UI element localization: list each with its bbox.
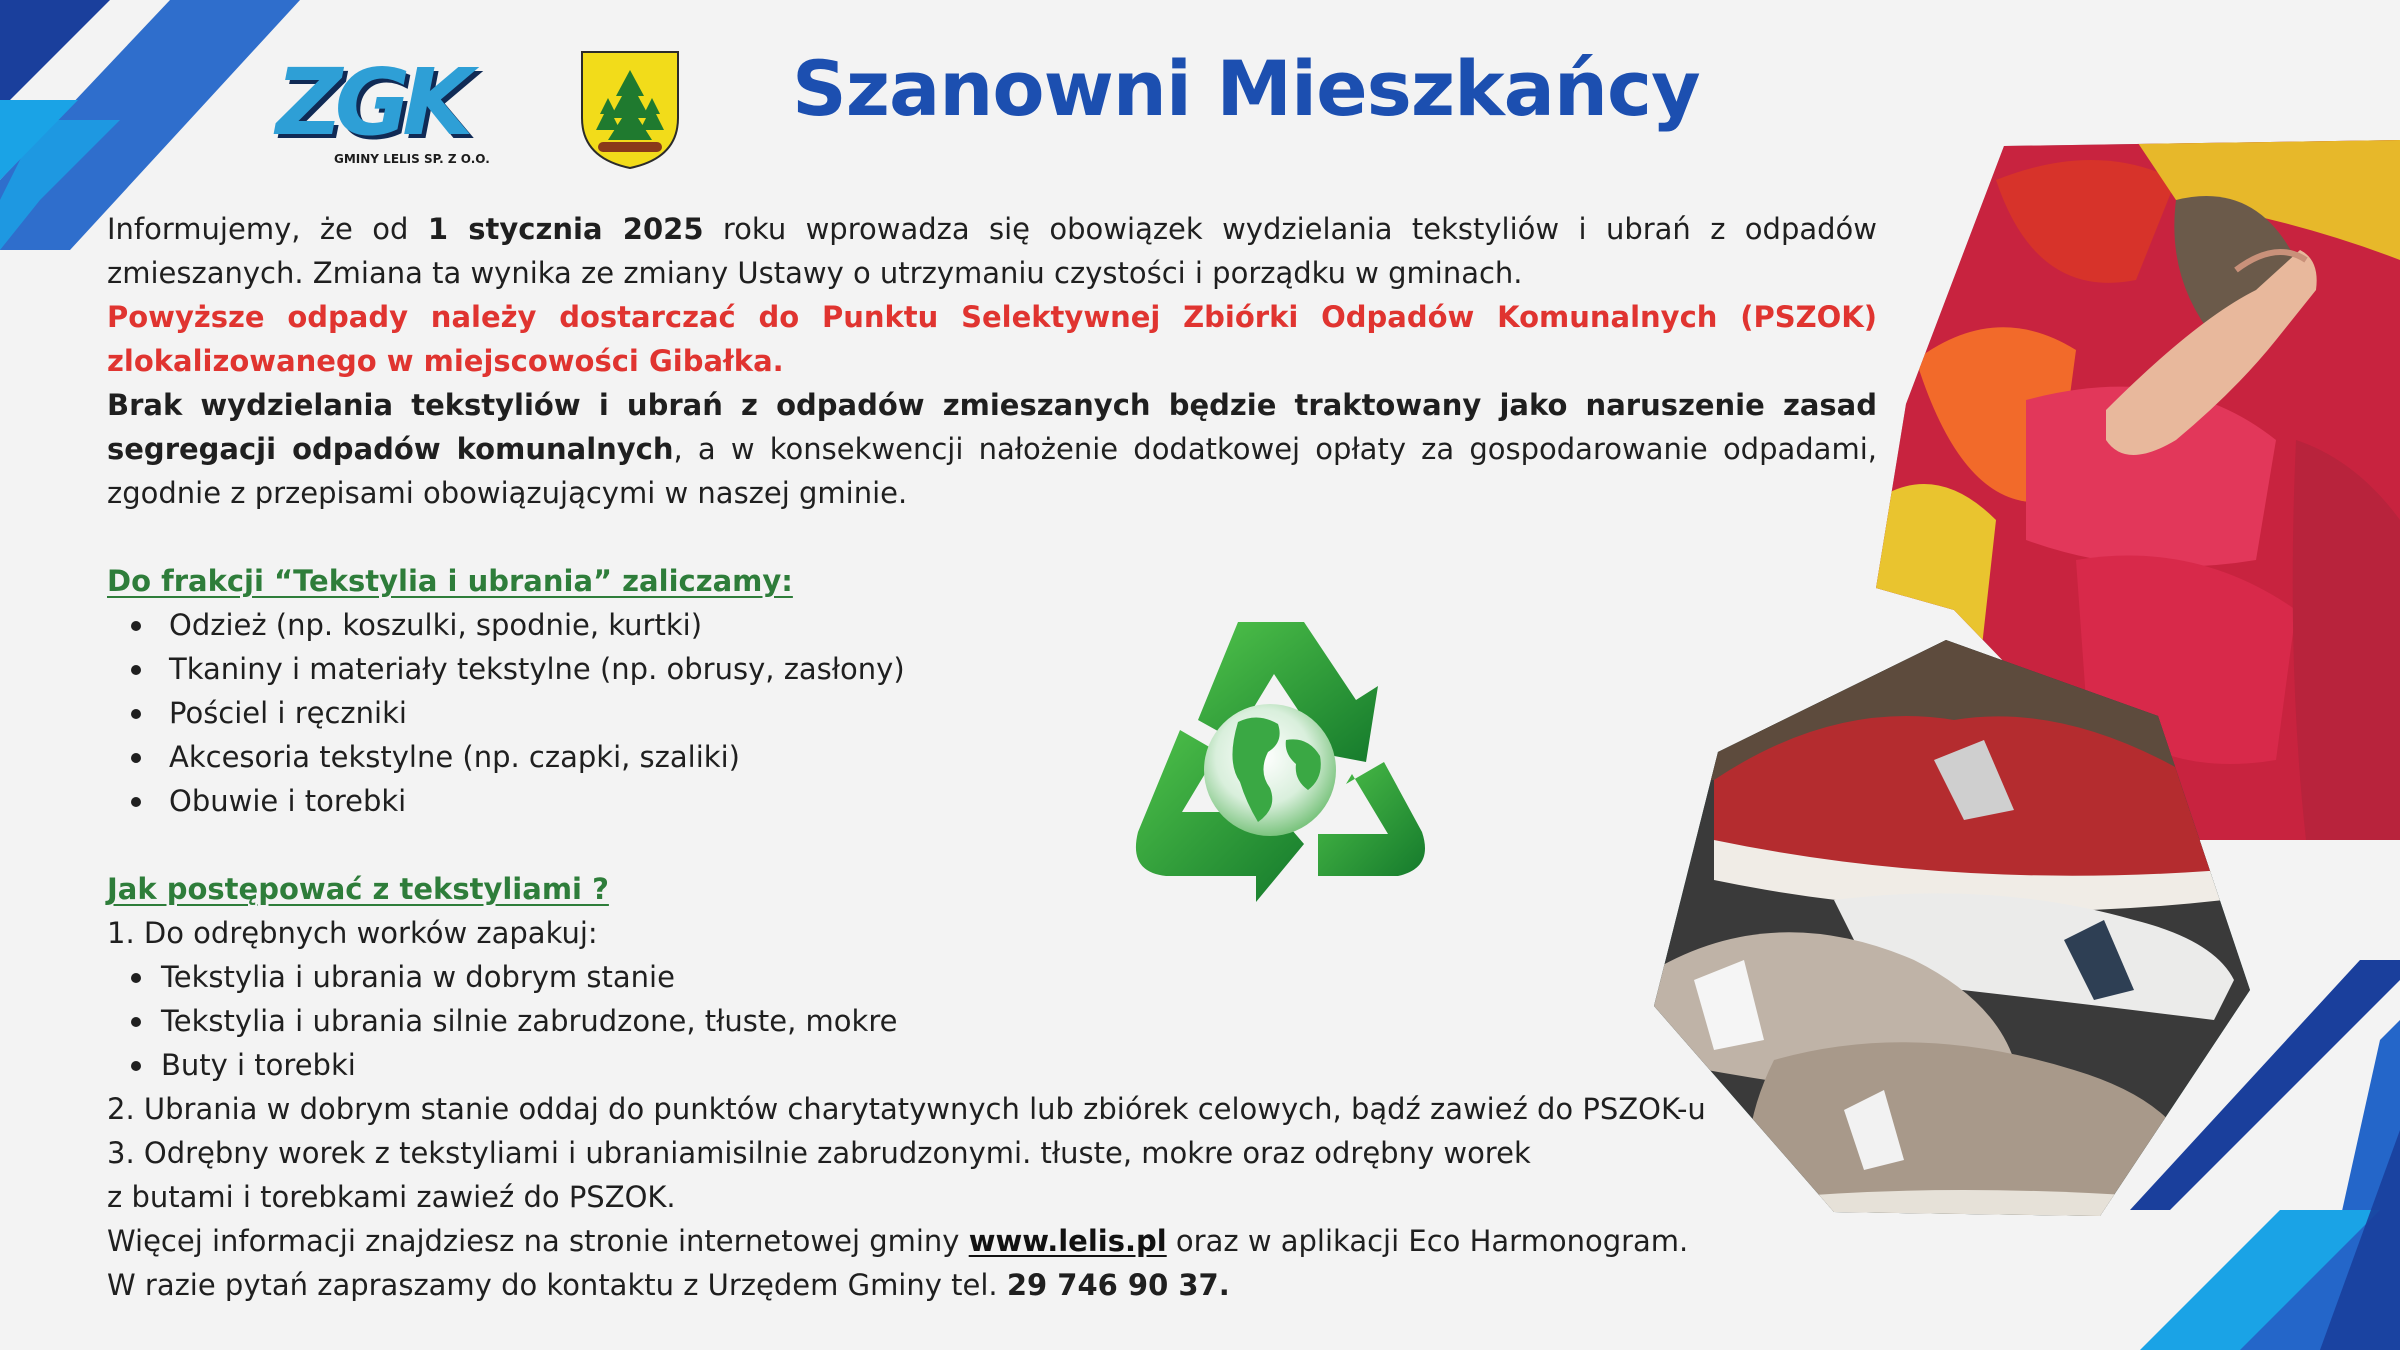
list-item: Buty i torebki — [107, 1043, 1877, 1087]
fraction-heading: Do frakcji “Tekstylia i ubrania” zaliczamy: — [107, 564, 793, 598]
intro-text-end: roku wprowadza się obowiązek wydzielania tekstyliów i ubrań z odpadów zmieszanych. Zmiana ta wynika ze zmiany Ustawy o utrzymaniu czystości i porządku w gminach. — [107, 212, 1877, 290]
info-line — [107, 1219, 1877, 1263]
contact-text: W razie pytań zapraszamy do kontaktu z Urzędem Gminy tel. — [107, 1268, 1007, 1302]
zgk-logo-subtitle: GMINY LELIS SP. Z O.O. — [334, 152, 490, 166]
howto-step-1: 1. Do odrębnych worków zapakuj: — [107, 916, 598, 950]
zgk-logo-letters: ZGK — [276, 49, 466, 156]
list-item: Akcesoria tekstylne (np. czapki, szaliki) — [107, 735, 1877, 779]
warning-paragraph — [107, 383, 1877, 515]
list-item: Odzież (np. koszulki, spodnie, kurtki) — [107, 603, 1877, 647]
coat-of-arms — [578, 48, 682, 170]
sneakers-photo — [1654, 640, 2250, 1216]
howto-step-3-line-1: 3. Odrębny worek z tekstyliami i ubraniamisilnie zabrudzonymi. tłuste, mokre oraz odrębny worek — [107, 1136, 1531, 1170]
intro-date: 1 stycznia 2025 — [427, 212, 704, 246]
warning-bold: Brak wydzielania tekstyliów i ubrań z odpadów zmieszanych będzie traktowany jako naruszenie zasad segregacji odpadów komunalnych — [107, 388, 1877, 466]
howto-step-3-line-2: z butami i torebkami zawieź do PSZOK. — [107, 1180, 676, 1214]
announcement-body — [107, 207, 1877, 1307]
howto-step-1-list — [107, 955, 1877, 1087]
info-text-start: Więcej informacji znajdziesz na stronie internetowej gminy — [107, 1224, 969, 1258]
howto-step-2: 2. Ubrania w dobrym stanie oddaj do punktów charytatywnych lub zbiórek celowych, bądź zawieź do PSZOK-u — [107, 1092, 1706, 1126]
recycle-globe-icon — [1108, 612, 1430, 912]
zgk-logo — [276, 49, 502, 172]
contact-line — [107, 1263, 1877, 1307]
intro-paragraph — [107, 207, 1877, 295]
list-item: Tekstylia i ubrania silnie zabrudzone, tłuste, mokre — [107, 999, 1877, 1043]
intro-text-start: Informujemy, że od — [107, 212, 428, 246]
howto-heading: Jak postępować z tekstyliami ? — [107, 872, 609, 906]
website-link[interactable]: www.lelis.pl — [968, 1224, 1167, 1258]
list-item: Pościel i ręczniki — [107, 691, 1877, 735]
list-item: Obuwie i torebki — [107, 779, 1877, 823]
page-title: Szanowni Mieszkańcy — [792, 44, 1700, 133]
info-text-end: oraz w aplikacji Eco Harmonogram. — [1166, 1224, 1689, 1258]
phone-number: 29 746 90 37. — [1006, 1268, 1230, 1302]
list-item: Tkaniny i materiały tekstylne (np. obrusy, zasłony) — [107, 647, 1877, 691]
list-item: Tekstylia i ubrania w dobrym stanie — [107, 955, 1877, 999]
fraction-list — [107, 603, 1877, 823]
warning-rest: , a w konsekwencji nałożenie dodatkowej opłaty za gospodarowanie odpadami, zgodnie z przepisami obowiązującymi w naszej gminie. — [107, 432, 1877, 510]
pszok-notice: Powyższe odpady należy dostarczać do Punktu Selektywnej Zbiórki Odpadów Komunalnych (PSZOK) zlokalizowanego w miejscowości Gibałka. — [107, 300, 1877, 378]
